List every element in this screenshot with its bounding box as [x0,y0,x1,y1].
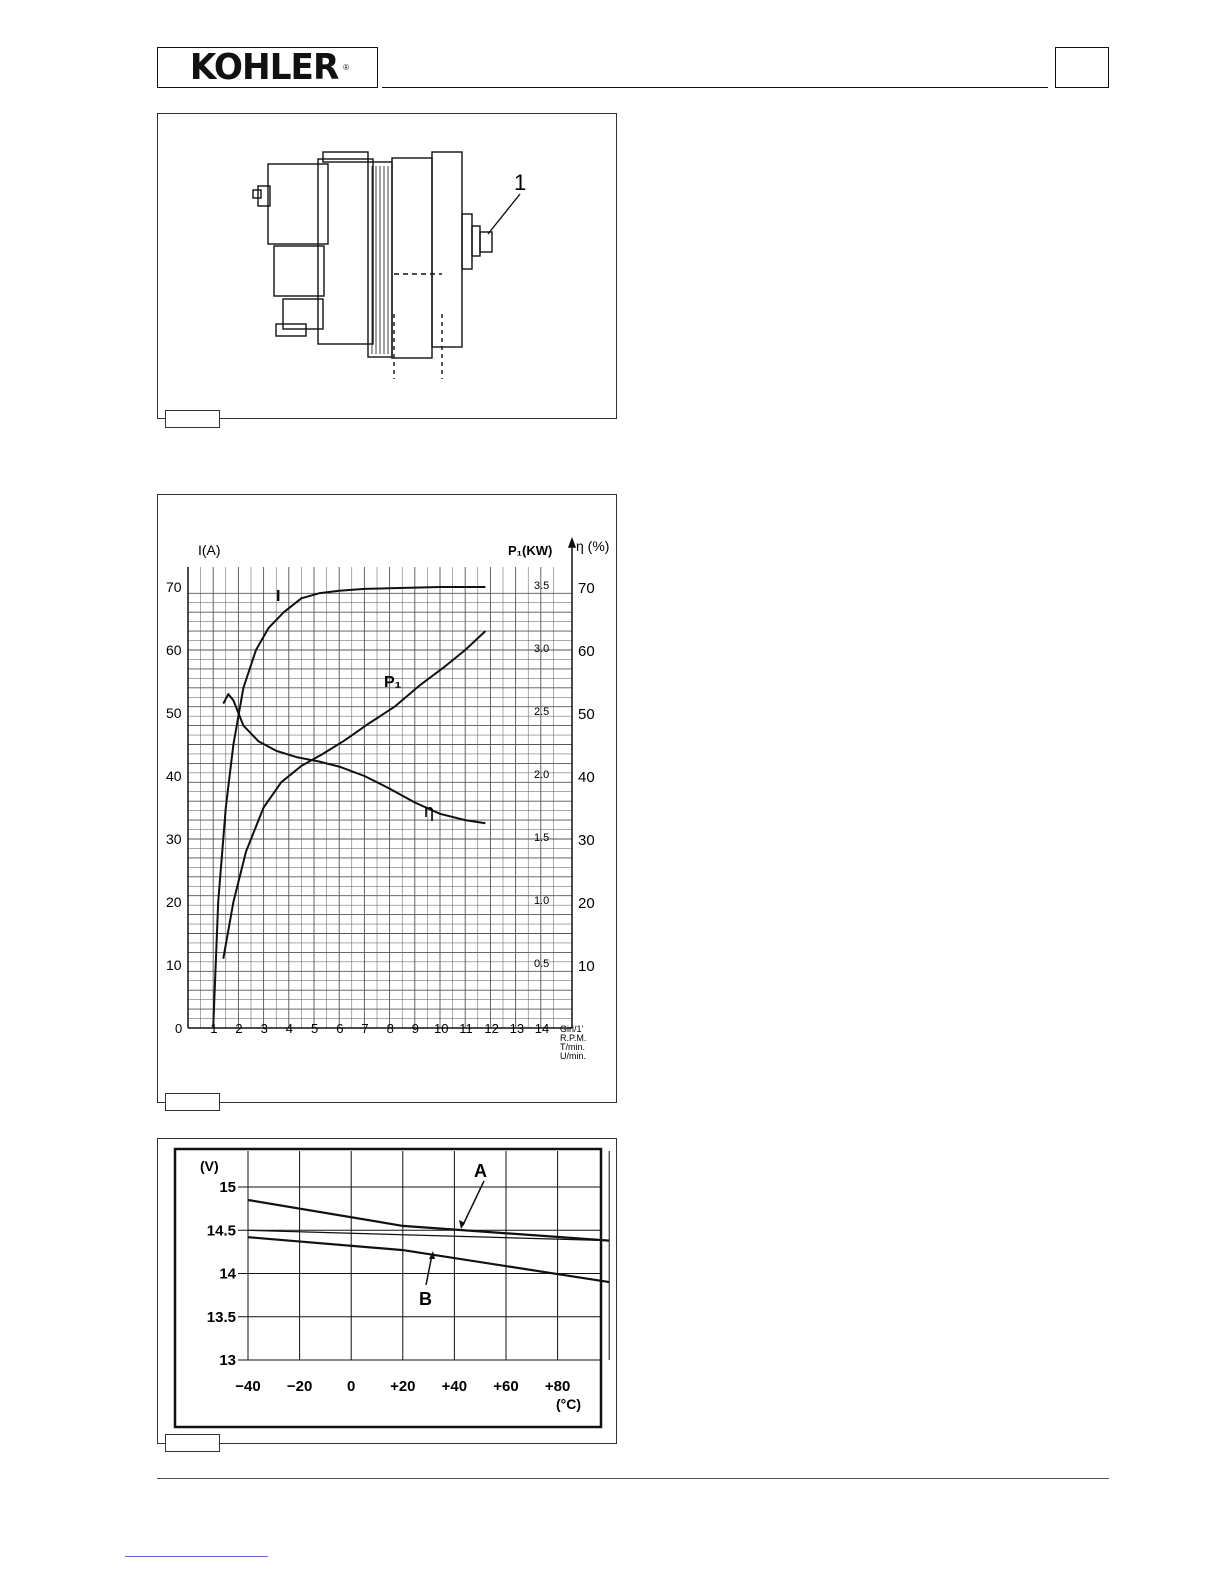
power-tick-label: 1.0 [534,895,550,907]
left-tick-label: 50 [166,705,182,721]
footer-rule [157,1478,1109,1479]
power-tick-label: 3.5 [534,580,550,592]
x-tick-label: 0 [347,1378,356,1395]
eff-tick-label: 10 [578,958,595,975]
eff-tick-label: 30 [578,832,595,849]
alternator-drawing [158,114,616,418]
y-tick-label: 14.5 [206,1222,236,1240]
x-tick-label: 4 [285,1021,294,1036]
registered-mark: ® [343,63,350,72]
arrow-a [463,1181,484,1225]
left-axis-label: I(A) [198,542,221,558]
figure-performance-frame [157,494,617,1103]
x-axis-legend-4: U/min. [560,1051,587,1061]
y-tick-label: 13.5 [206,1308,236,1326]
x-tick-label: 13 [509,1021,525,1036]
x-tick-label: 8 [386,1021,394,1036]
x-tick-label: 5 [311,1021,319,1036]
series-line-a [248,1200,609,1241]
x-tick-label: 7 [361,1021,369,1036]
power-axis-label: P₁(KW) [508,543,553,558]
kohler-logo [157,47,378,88]
x-axis-legend-2: R.P.M. [560,1033,587,1043]
voltage-temperature-chart [158,1139,616,1443]
x-tick-label: −20 [286,1378,313,1395]
x-tick-label: 14 [534,1021,550,1036]
eff-axis-label: η (%) [576,538,610,554]
temperature-axis-label: (°C) [556,1396,582,1412]
power-tick-label: 3.0 [534,643,550,655]
x-tick-label: +20 [390,1378,416,1395]
x-tick-label: −40 [235,1378,261,1395]
series-label-eta: η [424,801,435,821]
eff-tick-label: 70 [578,580,595,597]
left-tick-label: 10 [166,957,182,973]
eff-tick-label: 60 [578,643,595,660]
left-tick-label: 70 [166,579,182,595]
power-tick-label: 0.5 [534,958,550,970]
x-tick-label: 3 [260,1021,268,1036]
y-tick-label: 13 [219,1352,236,1369]
eff-tick-label: 20 [578,895,595,912]
left-tick-label: 30 [166,831,182,847]
x-tick-label: 0 [175,1021,183,1036]
series-line-p1 [223,631,485,959]
x-tick-label: +80 [544,1378,571,1395]
x-axis-legend-1: Giri/1' [560,1024,584,1034]
series-label-i: I [276,588,281,605]
figure-2-label-tab [165,1093,220,1111]
y-tick-label: 15 [219,1179,236,1196]
x-tick-label: 1 [210,1021,218,1036]
x-axis-legend-3: T/min. [560,1042,586,1052]
x-tick-label: 6 [336,1021,344,1036]
callout-1: 1 [514,170,527,195]
x-tick-label: 2 [235,1021,243,1036]
power-tick-label: 1.5 [534,832,550,844]
left-tick-label: 60 [166,642,182,658]
brand-name: KOHLER [189,47,339,88]
figure-3-label-tab [165,1434,220,1452]
arrow-b [426,1255,432,1285]
series-label-a: A [474,1161,487,1181]
performance-chart [158,495,616,1102]
eff-tick-label: 50 [578,706,595,723]
figure-1-label-tab [165,410,220,428]
footer-link-underline[interactable] [125,1556,268,1557]
x-tick-label: 12 [484,1021,499,1036]
series-line-eta [223,694,485,823]
x-tick-label: 9 [411,1021,420,1036]
series-line-ref [248,1230,609,1240]
series-label-p1: P₁ [384,674,402,691]
x-tick-label: 11 [459,1021,473,1036]
header-rule [382,87,1048,88]
left-tick-label: 20 [166,894,182,910]
figure-voltage-frame [157,1138,617,1444]
y-tick-label: 14 [219,1265,236,1283]
page-number-box [1055,47,1109,88]
x-tick-label: +40 [441,1378,468,1395]
power-tick-label: 2.5 [534,706,550,718]
voltage-axis-label: (V) [200,1158,219,1174]
figure-alternator-frame [157,113,617,419]
x-tick-label: 10 [434,1021,449,1036]
left-tick-label: 40 [166,768,182,784]
eff-tick-label: 40 [578,769,595,786]
power-tick-label: 2.0 [534,769,550,781]
series-label-b: B [419,1289,432,1309]
x-tick-label: +60 [493,1378,519,1395]
